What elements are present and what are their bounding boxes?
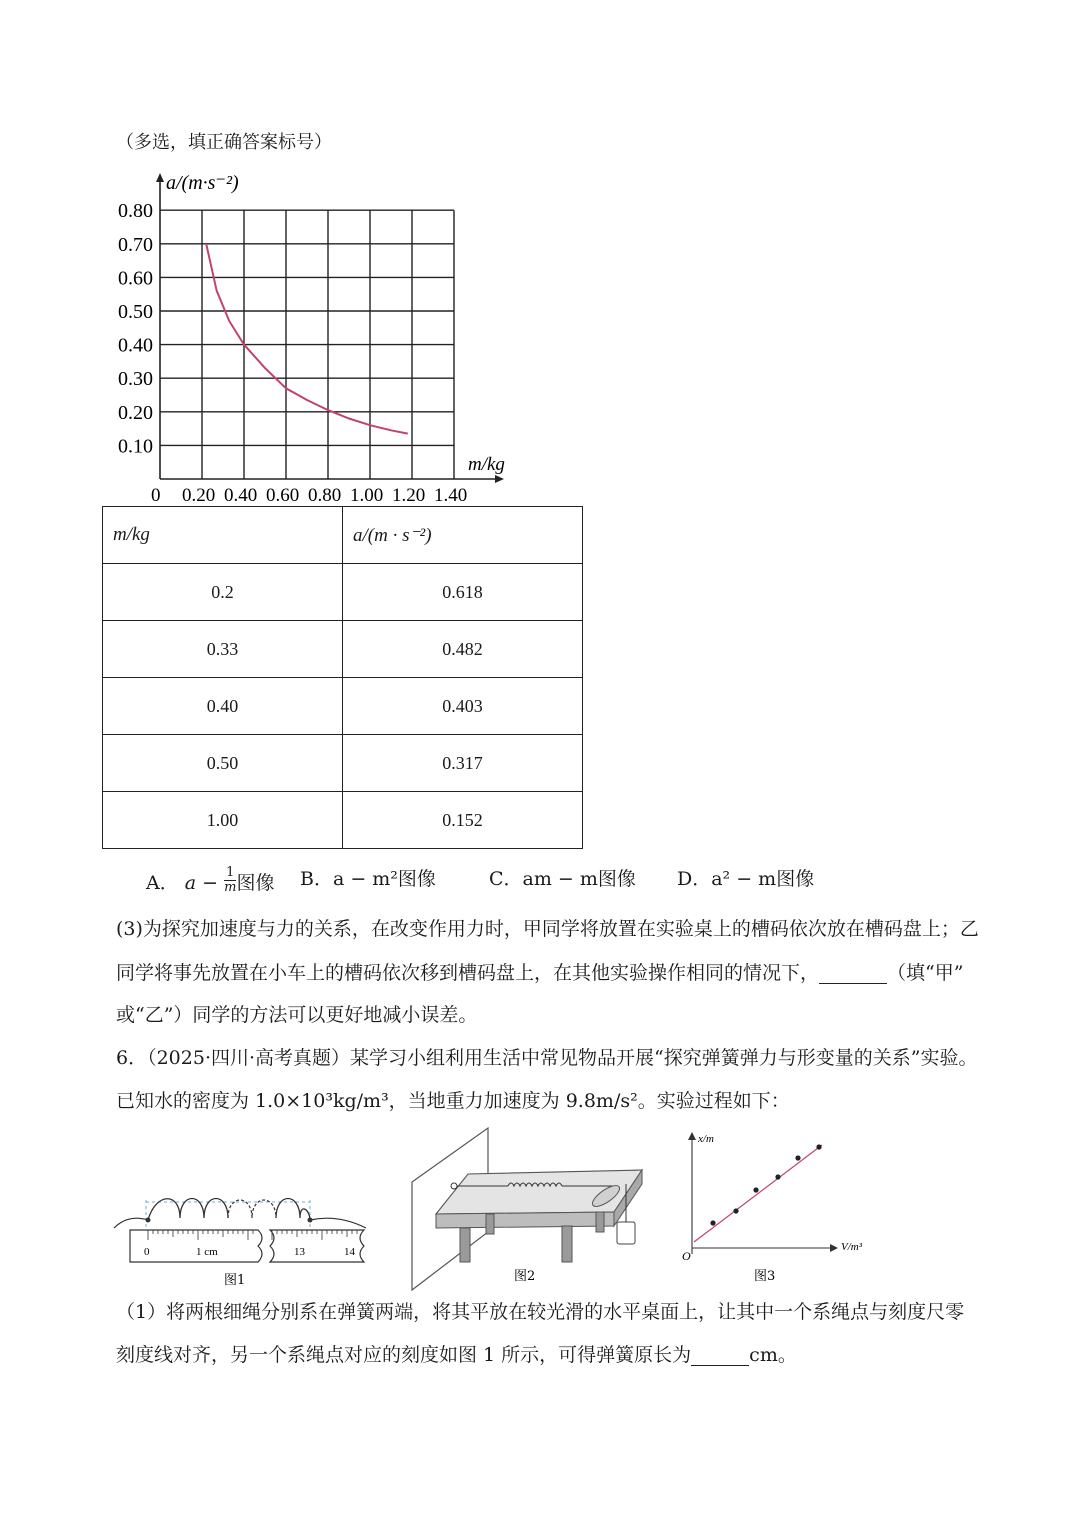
ruler-label-13: 13 xyxy=(294,1246,305,1258)
q6-part1-line-2 xyxy=(116,1346,797,1366)
ruler-label-14: 14 xyxy=(344,1246,355,1258)
option-d: D．a² − m图像 xyxy=(677,868,815,890)
y-tick-label: 0.20 xyxy=(118,401,153,424)
multi-select-note: （多选，填正确答案标号） xyxy=(116,132,332,153)
table-cell: 0.152 xyxy=(343,792,583,849)
chart-x-axis-label: m/kg xyxy=(468,454,505,475)
option-a-frac-den: m xyxy=(224,879,237,895)
x-axis-arrow xyxy=(495,475,504,483)
x-tick-label: 0.40 xyxy=(224,485,258,505)
x-tick-label: 0.80 xyxy=(308,485,342,505)
option-b: B．a − m²图像 xyxy=(300,868,436,890)
y-tick-label: 0.30 xyxy=(118,368,153,391)
acceleration-mass-chart xyxy=(100,165,540,505)
table-row xyxy=(103,621,583,678)
y-tick-label: 0.10 xyxy=(118,435,153,458)
answer-blank[interactable] xyxy=(691,1346,749,1366)
x-tick-label: 1.40 xyxy=(434,485,468,505)
fig3-y-label: x/m xyxy=(698,1133,714,1145)
table-cell: 0.618 xyxy=(343,564,583,621)
q6-line-2: 已知水的密度为 1.0×10³kg/m³，当地重力加速度为 9.8m/s²。实验过程如下： xyxy=(116,1090,790,1112)
table-row xyxy=(103,735,583,792)
fig3-caption: 图3 xyxy=(754,1269,776,1284)
x-tick-label: 0.20 xyxy=(182,485,216,505)
x-tick-label: 0 xyxy=(151,485,161,505)
table-header-row xyxy=(103,507,583,564)
table-header-acceleration: a/(m · s⁻²) xyxy=(343,507,583,564)
fig2-table-apparatus xyxy=(412,1128,642,1290)
y-tick-label: 0.50 xyxy=(118,301,153,323)
option-a-suffix: 图像 xyxy=(236,872,275,895)
table-cell: 0.33 xyxy=(103,621,343,678)
table-cell: 0.482 xyxy=(343,621,583,678)
option-c: C．am − m图像 xyxy=(489,868,636,890)
data-table xyxy=(102,506,583,849)
fig3-origin: O xyxy=(682,1249,691,1263)
q6-part1-line-2-text: 刻度线对齐，另一个系绳点对应的刻度如图 1 所示，可得弹簧原长为 xyxy=(116,1344,692,1366)
option-a-label: A． xyxy=(146,872,179,895)
q3-line-2-tail: （填“甲” xyxy=(887,962,964,984)
y-tick-label: 0.60 xyxy=(118,267,153,290)
answer-blank[interactable] xyxy=(819,964,887,984)
chart-x-tick-labels xyxy=(151,485,467,505)
chart-series-curve xyxy=(206,244,408,434)
y-tick-label: 0.80 xyxy=(118,200,153,223)
table-cell: 0.40 xyxy=(103,678,343,735)
table-cell: 0.317 xyxy=(343,735,583,792)
x-tick-label: 1.00 xyxy=(350,485,384,505)
ruler-label-0: 0 xyxy=(144,1246,150,1258)
table-row xyxy=(103,678,583,735)
option-a-fraction xyxy=(224,866,236,894)
option-a-frac-num: 1 xyxy=(224,866,236,881)
fig3-x-label: V/m³ xyxy=(841,1241,863,1253)
x-tick-label: 0.60 xyxy=(266,485,300,505)
option-a-expr: a − xyxy=(184,872,219,895)
table-header-mass: m/kg xyxy=(103,507,343,564)
x-tick-label: 1.20 xyxy=(392,485,426,505)
q3-line-1: (3)为探究加速度与力的关系，在改变作用力时，甲同学将放置在实验桌上的槽码依次放在槽码盘上；乙 xyxy=(116,918,979,940)
table-row xyxy=(103,792,583,849)
chart-grid xyxy=(160,210,454,479)
fig2-caption: 图2 xyxy=(514,1269,536,1284)
table-cell: 0.2 xyxy=(103,564,343,621)
ruler-label-1cm: 1 cm xyxy=(196,1246,218,1258)
fig3-x-v-graph xyxy=(682,1132,863,1284)
option-a xyxy=(146,865,275,898)
fig1-caption: 图1 xyxy=(224,1273,246,1288)
table-row xyxy=(103,564,583,621)
q3-line-2-text: 同学将事先放置在小车上的槽码依次移到槽码盘上，在其他实验操作相同的情况下， xyxy=(116,962,820,984)
q3-line-2 xyxy=(116,964,963,984)
y-tick-label: 0.40 xyxy=(118,334,153,357)
table-cell: 0.50 xyxy=(103,735,343,792)
y-axis-arrow xyxy=(156,173,164,182)
q6-part1-line-1: （1）将两根细绳分别系在弹簧两端，将其平放在较光滑的水平桌面上，让其中一个系绳点与刻度尺零 xyxy=(116,1301,965,1323)
table-cell: 1.00 xyxy=(103,792,343,849)
q6-line-1: 6．（2025·四川·高考真题）某学习小组利用生活中常见物品开展“探究弹簧弹力与形变量的关系”实验。 xyxy=(116,1047,978,1069)
chart-y-axis-label: a/(m·s⁻²) xyxy=(166,172,239,194)
y-tick-label: 0.70 xyxy=(118,233,153,256)
chart-axes xyxy=(156,173,504,483)
q3-line-3: 或“乙”）同学的方法可以更好地减小误差。 xyxy=(116,1004,478,1026)
q6-part1-line-2-tail: cm。 xyxy=(749,1344,797,1366)
table-cell: 0.403 xyxy=(343,678,583,735)
fig1-spring-ruler xyxy=(114,1199,366,1289)
chart-y-tick-labels xyxy=(118,200,153,457)
experiment-figures xyxy=(108,1122,888,1292)
